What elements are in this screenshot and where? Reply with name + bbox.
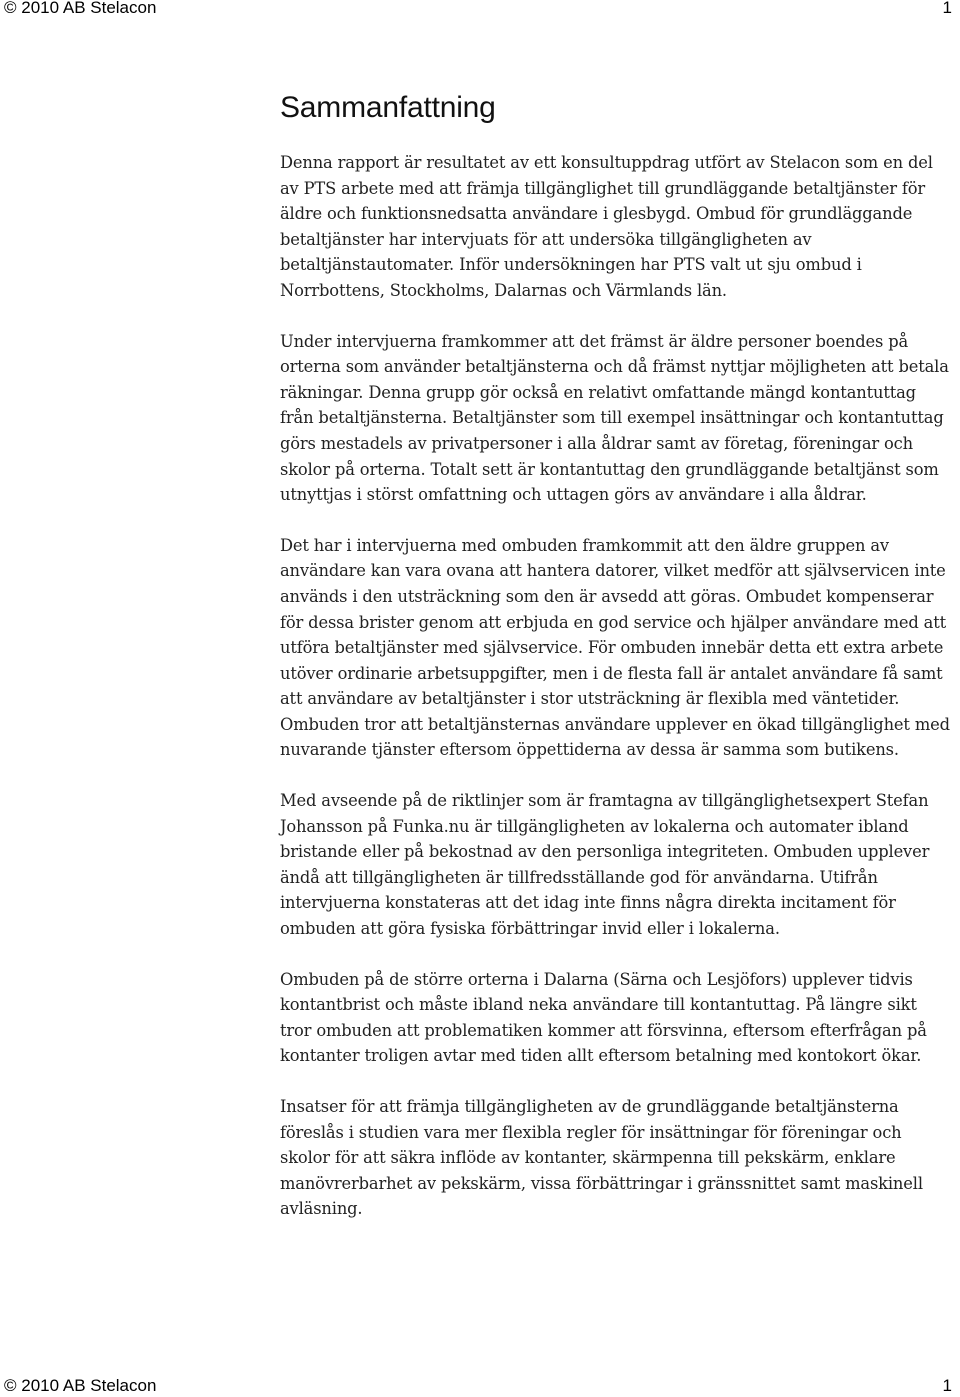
page-footer xyxy=(4,1375,952,1397)
footer-page-number: 1 xyxy=(942,1376,952,1395)
document-body xyxy=(280,88,952,1247)
footer-copyright: © 2010 AB Stelacon xyxy=(4,1376,157,1395)
section-title: Sammanfattning xyxy=(280,91,496,124)
paragraph-4: Med avseende på de riktlinjer som är framtagna av tillgänglighetsexpert Stefan Johansson på Funka.nu är tillgängligheten av lokalerna och automater ibland bristande eller på bekostnad av den personliga integriteten. Ombuden upplever ändå att tillgängligheten är tillfredsställande god för användarna. Utifrån intervjuerna konstateras att det idag inte finns några direkta incitament för ombuden att göra fysiska förbättringar invid eller i lokalerna. xyxy=(280,791,930,939)
paragraph-6: Insatser för att främja tillgängligheten av de grundläggande betaltjänsterna föreslås i studien vara mer flexibla regler för insättningar för föreningar och skolor för att säkra inflöde av kontanter, skärmpenna till pekskärm, enklare manövrerbarhet av pekskärm, vissa förbättringar i gränssnittet samt maskinell avläsning. xyxy=(280,1097,923,1219)
header-copyright: © 2010 AB Stelacon xyxy=(4,0,157,17)
paragraph-5: Ombuden på de större orterna i Dalarna (Särna och Lesjöfors) upplever tidvis kontantbrist och måste ibland neka användare till kontantuttag. På längre sikt tror ombuden att problematiken kommer att försvinna, eftersom efterfrågan på kontanter troligen avtar med tiden allt eftersom betalning med kontokort ökar. xyxy=(280,969,927,1066)
header-page-number: 1 xyxy=(942,0,952,17)
paragraph-list xyxy=(280,150,952,1222)
paragraph-1: Denna rapport är resultatet av ett konsultuppdrag utfört av Stelacon som en del av PTS arbete med att främja tillgänglighet till grundläggande betaltjänster för äldre och funktionsnedsatta användare i glesbygd. Ombud för grundläggande betaltjänster har intervjuats för att undersöka tillgängligheten av betaltjänstautomater. Inför undersökningen har PTS valt ut sju ombud i Norrbottens, Stockholms, Dalarnas och Värmlands län. xyxy=(280,153,933,300)
paragraph-2: Under intervjuerna framkommer att det främst är äldre personer boendes på orterna som använder betaltjänsterna och då främst nyttjar möjligheten att betala räkningar. Denna grupp gör också en relativt omfattande mängd kontantuttag från betaltjänsterna. Betaltjänster som till exempel insättningar och kontantuttag görs mestadels av privatpersoner i alla åldrar samt av företag, föreningar och skolor på orterna. Totalt sett är kontantuttag den grundläggande betaltjänst som utnyttjas i störst omfattning och uttagen görs av användare i alla åldrar. xyxy=(280,331,949,505)
page-header xyxy=(4,0,952,19)
paragraph-3: Det har i intervjuerna med ombuden framkommit att den äldre gruppen av användare kan vara ovana att hantera datorer, vilket medför att självservicen inte används i den utsträckning som den är avsedd att göras. Ombudet kompenserar för dessa brister genom att erbjuda en god service och hjälper användare med att utföra betaltjänster med självservice. För ombuden innebär detta ett extra arbete utöver ordinarie arbetsuppgifter, men i de flesta fall är antalet användare få samt att användare av betaltjänster i stor utsträckning är flexibla med väntetider. Ombuden tror att betaltjänsternas användare upplever en ökad tillgänglighet med nuvarande tjänster eftersom öppettiderna av dessa är samma som butikens. xyxy=(280,535,950,760)
